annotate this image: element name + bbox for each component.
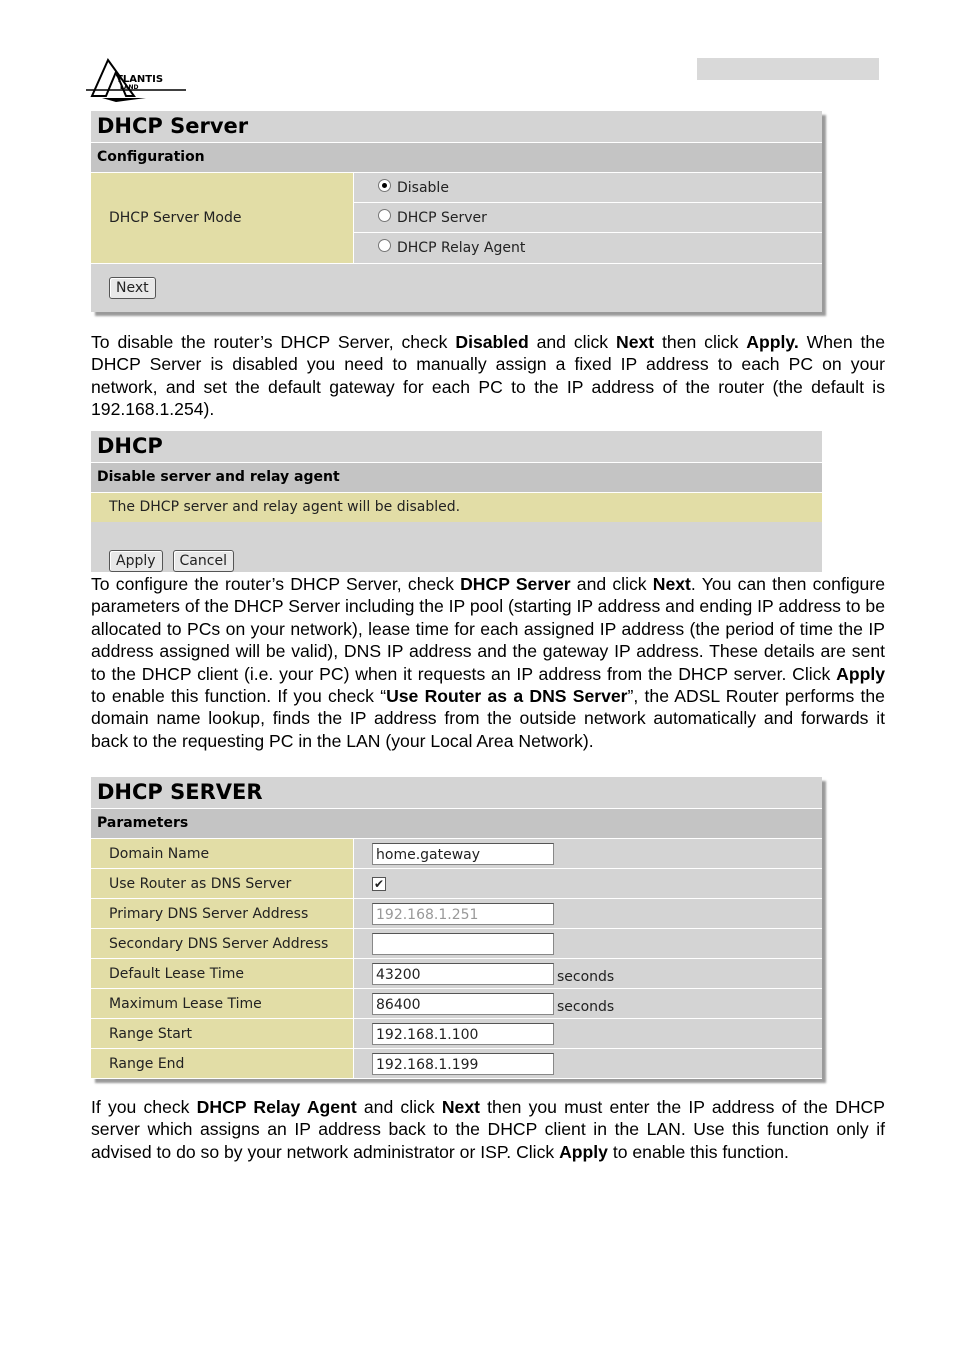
section-heading: Parameters <box>91 809 822 839</box>
bold-text: Apply <box>836 663 885 684</box>
parameter-label: Secondary DNS Server Address <box>91 929 354 958</box>
radio-dhcp-relay-agent[interactable] <box>354 233 822 262</box>
radio-label: DHCP Server <box>397 209 487 226</box>
table-row <box>91 1049 822 1079</box>
parameter-input[interactable]: 192.168.1.199 <box>372 1053 554 1075</box>
radio-label: DHCP Relay Agent <box>397 239 526 256</box>
text: then click <box>654 332 747 352</box>
table-row <box>91 1019 822 1049</box>
atlantis-land-logo <box>86 58 186 104</box>
text: To configure the router’s DHCP Server, check <box>91 574 461 594</box>
paragraph-configure <box>91 573 885 752</box>
parameter-label: Use Router as DNS Server <box>91 869 354 898</box>
parameter-input: 192.168.1.251 <box>372 903 554 925</box>
parameter-value-cell <box>354 1019 822 1048</box>
parameter-label: Primary DNS Server Address <box>91 899 354 928</box>
parameter-input[interactable] <box>372 933 554 955</box>
parameter-label: Range End <box>91 1049 354 1078</box>
text: ”, the ADSL Router performs the domain name lookup, finds the IP address from the outside network automatically and forwards it back to the requesting PC in the LAN (your Local Area Network). <box>91 686 885 751</box>
parameter-label: Default Lease Time <box>91 959 354 988</box>
radio-selected-icon[interactable] <box>378 179 391 192</box>
table-row <box>91 839 822 869</box>
bold-text: Next <box>441 1097 480 1117</box>
parameter-label: Domain Name <box>91 839 354 868</box>
unit-label: seconds <box>557 968 615 985</box>
parameter-input[interactable]: 43200 <box>372 963 554 985</box>
bold-text: Next <box>652 574 691 594</box>
radio-icon[interactable] <box>378 239 391 252</box>
next-button[interactable]: Next <box>109 277 156 299</box>
bold-text: Disabled <box>455 332 529 352</box>
unit-label: seconds <box>557 998 615 1015</box>
parameter-input[interactable]: 192.168.1.100 <box>372 1023 554 1045</box>
parameter-input[interactable]: 86400 <box>372 993 554 1015</box>
text: then you must enter the IP address of the DHCP server which assigns an IP address back to the DHCP client in the LAN. Use this function only if advised to do so by your network administrator or ISP. Click <box>91 1097 885 1162</box>
text: If you check <box>91 1097 197 1117</box>
text: When the DHCP Server is disabled you need to manually assign a fixed IP address to each PC on your network, and set the default gateway for each PC to the IP address of the router (the default is 192.168.1.254). <box>91 332 885 420</box>
table-row <box>91 929 822 959</box>
radio-dhcp-server[interactable] <box>354 203 822 233</box>
section-heading: Configuration <box>91 143 822 173</box>
parameter-label: Maximum Lease Time <box>91 989 354 1018</box>
parameter-label: Range Start <box>91 1019 354 1048</box>
parameter-value-cell <box>354 899 822 928</box>
apply-button[interactable]: Apply <box>109 550 163 572</box>
header-bar <box>697 58 879 80</box>
svg-text:LAND: LAND <box>120 84 139 91</box>
text: and click <box>528 332 616 352</box>
dhcp-disable-panel <box>91 431 822 572</box>
table-row <box>91 989 822 1019</box>
panel-title: DHCP Server <box>91 111 822 143</box>
parameter-value-cell <box>354 1049 822 1078</box>
radio-icon[interactable] <box>378 209 391 222</box>
radio-label: Disable <box>397 179 449 196</box>
panel-title: DHCP <box>91 431 822 463</box>
parameter-value-cell <box>354 839 822 868</box>
disable-message: The DHCP server and relay agent will be disabled. <box>91 493 822 522</box>
text: and click <box>570 574 653 594</box>
bold-text: Apply. <box>746 332 799 352</box>
parameter-value-cell <box>354 959 822 988</box>
parameter-rows <box>91 839 822 1079</box>
bold-text: Use Router as a DNS Server <box>386 686 628 707</box>
dhcp-server-mode-label: DHCP Server Mode <box>91 173 354 263</box>
dns-server-checkbox[interactable]: ✔ <box>373 876 385 891</box>
panel-title: DHCP SERVER <box>91 777 822 809</box>
text: To disable the router’s DHCP Server, check <box>91 332 456 352</box>
svg-text:TLANTIS: TLANTIS <box>116 74 164 85</box>
paragraph-disable <box>91 331 885 421</box>
bold-text: DHCP Relay Agent <box>196 1097 357 1117</box>
parameter-value-cell <box>354 869 822 898</box>
section-heading: Disable server and relay agent <box>91 463 822 493</box>
text: to enable this function. <box>607 1141 789 1162</box>
paragraph-relay <box>91 1096 885 1163</box>
parameter-value-cell <box>354 989 822 1018</box>
text: and click <box>356 1097 442 1117</box>
cancel-button[interactable]: Cancel <box>173 550 234 572</box>
parameter-input[interactable]: home.gateway <box>372 843 554 865</box>
text: . You can then configure parameters of the DHCP Server including the IP pool (starting IP address and ending IP address to be allocated to PCs on your network), lease time for each assigned IP address (the period of time the IP address assigned will be valid), DNS IP address and the gateway IP address. These details are sent to the DHCP client (i.e. your PC) when it requests an IP address from the DHCP server. Click <box>91 574 885 684</box>
table-row <box>91 899 822 929</box>
table-row <box>91 869 822 899</box>
dhcp-server-mode-panel <box>91 111 822 312</box>
parameter-value-cell <box>354 929 822 958</box>
dhcp-parameters-panel <box>91 777 822 1079</box>
text: to enable this function. If you check “ <box>91 686 387 707</box>
table-row <box>91 959 822 989</box>
bold-text: Apply <box>559 1141 608 1162</box>
bold-text: Next <box>615 332 655 352</box>
bold-text: DHCP Server <box>460 574 571 594</box>
radio-disable[interactable] <box>354 173 822 203</box>
